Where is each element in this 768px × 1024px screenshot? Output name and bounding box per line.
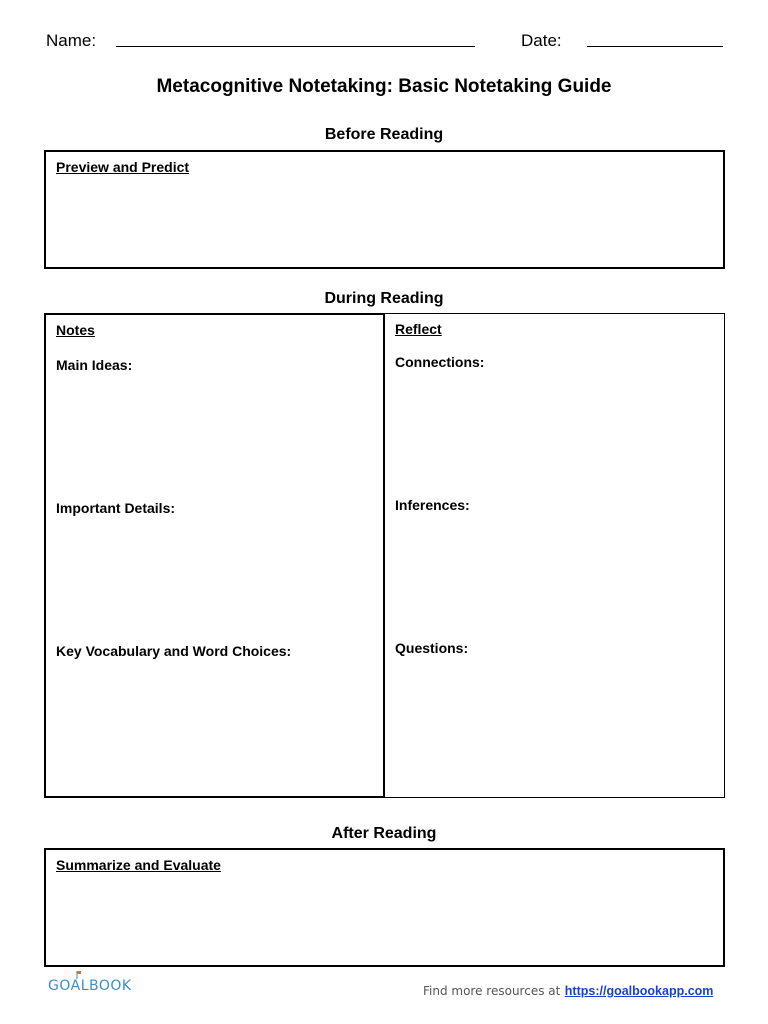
notes-label: Notes: [56, 322, 95, 338]
notes-column[interactable]: [44, 313, 385, 798]
name-field-line[interactable]: [116, 46, 475, 47]
logo-flag-icon: [76, 971, 82, 979]
reflect-column[interactable]: [383, 313, 725, 798]
goalbook-logo-text: GOALBOOK: [48, 978, 132, 994]
date-label: Date:: [521, 31, 562, 50]
preview-predict-label: Preview and Predict: [56, 159, 190, 175]
footer-resources: [423, 982, 713, 1000]
summarize-evaluate-label: Summarize and Evaluate: [56, 857, 221, 873]
footer-link[interactable]: https://goalbookapp.com: [564, 984, 714, 998]
after-reading-heading: After Reading: [331, 825, 437, 842]
goalbook-logo: [48, 977, 132, 995]
connections-prompt: Connections:: [395, 354, 485, 370]
footer-resources-text: Find more resources at: [423, 984, 561, 998]
inferences-prompt: Inferences:: [395, 497, 470, 513]
important-details-prompt: Important Details:: [56, 500, 176, 516]
summarize-evaluate-box[interactable]: [44, 848, 725, 967]
date-field-line[interactable]: [587, 46, 723, 47]
key-vocabulary-prompt: Key Vocabulary and Word Choices:: [56, 643, 292, 659]
main-ideas-prompt: Main Ideas:: [56, 357, 133, 373]
page-title: Metacognitive Notetaking: Basic Notetaking Guide: [156, 76, 612, 97]
reflect-label: Reflect: [395, 321, 442, 337]
preview-predict-box[interactable]: [44, 150, 725, 269]
during-reading-heading: During Reading: [324, 290, 444, 307]
name-label: Name:: [46, 31, 97, 50]
questions-prompt: Questions:: [395, 640, 469, 656]
before-reading-heading: Before Reading: [324, 126, 444, 143]
